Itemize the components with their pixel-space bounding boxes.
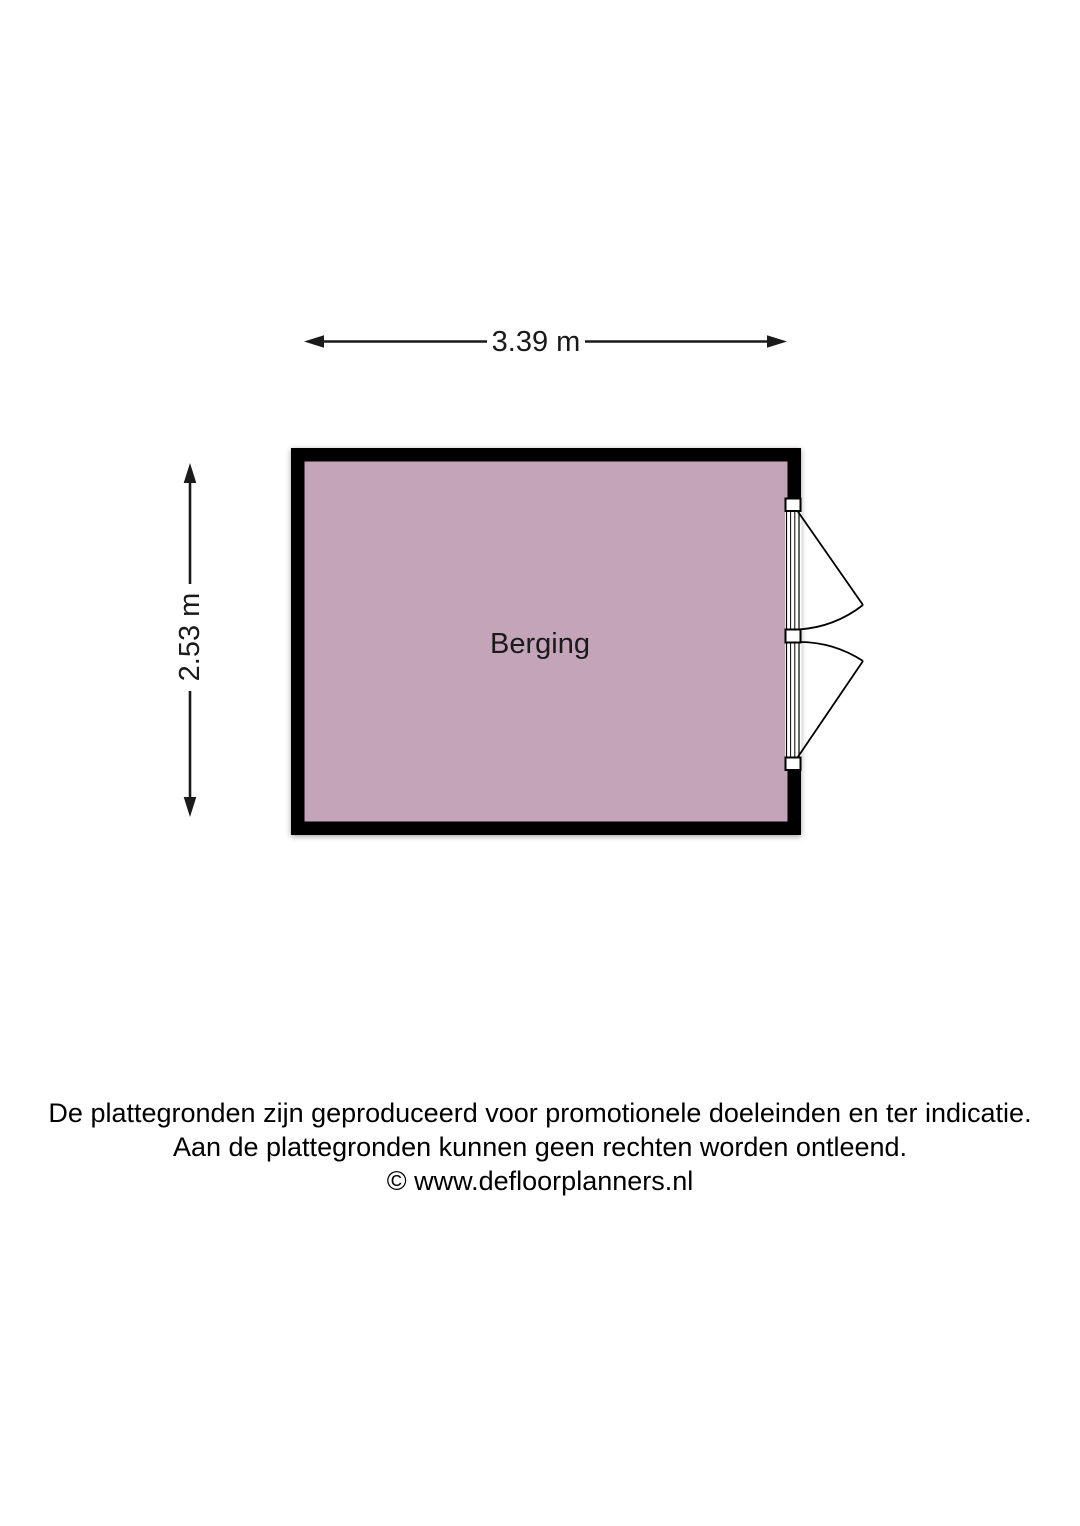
footer-disclaimer: [0, 1096, 1080, 1198]
disclaimer-line-1: De plattegronden zijn geproduceerd voor promotionele doeleinden en ter indicatie.: [48, 1098, 1032, 1128]
door-leaf-top: [798, 511, 864, 630]
arrow-down-icon: [184, 797, 197, 817]
dimension-height-label: 2.53 m: [174, 592, 206, 682]
door-post-middle: [786, 630, 801, 643]
door-swing-arc: [799, 605, 864, 630]
door-jamb-bottom: [786, 758, 801, 771]
double-door: [785, 499, 863, 771]
door-swing-arc: [799, 642, 864, 661]
dimension-width: [304, 326, 787, 358]
copyright-line: © www.defloorplanners.nl: [386, 1166, 694, 1196]
arrow-right-icon: [767, 335, 787, 348]
disclaimer-line-2: Aan de plattegronden kunnen geen rechten worden ontleend.: [172, 1132, 908, 1162]
room-label: Berging: [490, 628, 590, 660]
room-berging: [291, 448, 863, 835]
dimension-width-label: 3.39 m: [491, 326, 581, 358]
door-leaf-bottom: [798, 642, 864, 758]
dimension-height: [174, 463, 206, 817]
door-jamb-top: [786, 499, 801, 512]
